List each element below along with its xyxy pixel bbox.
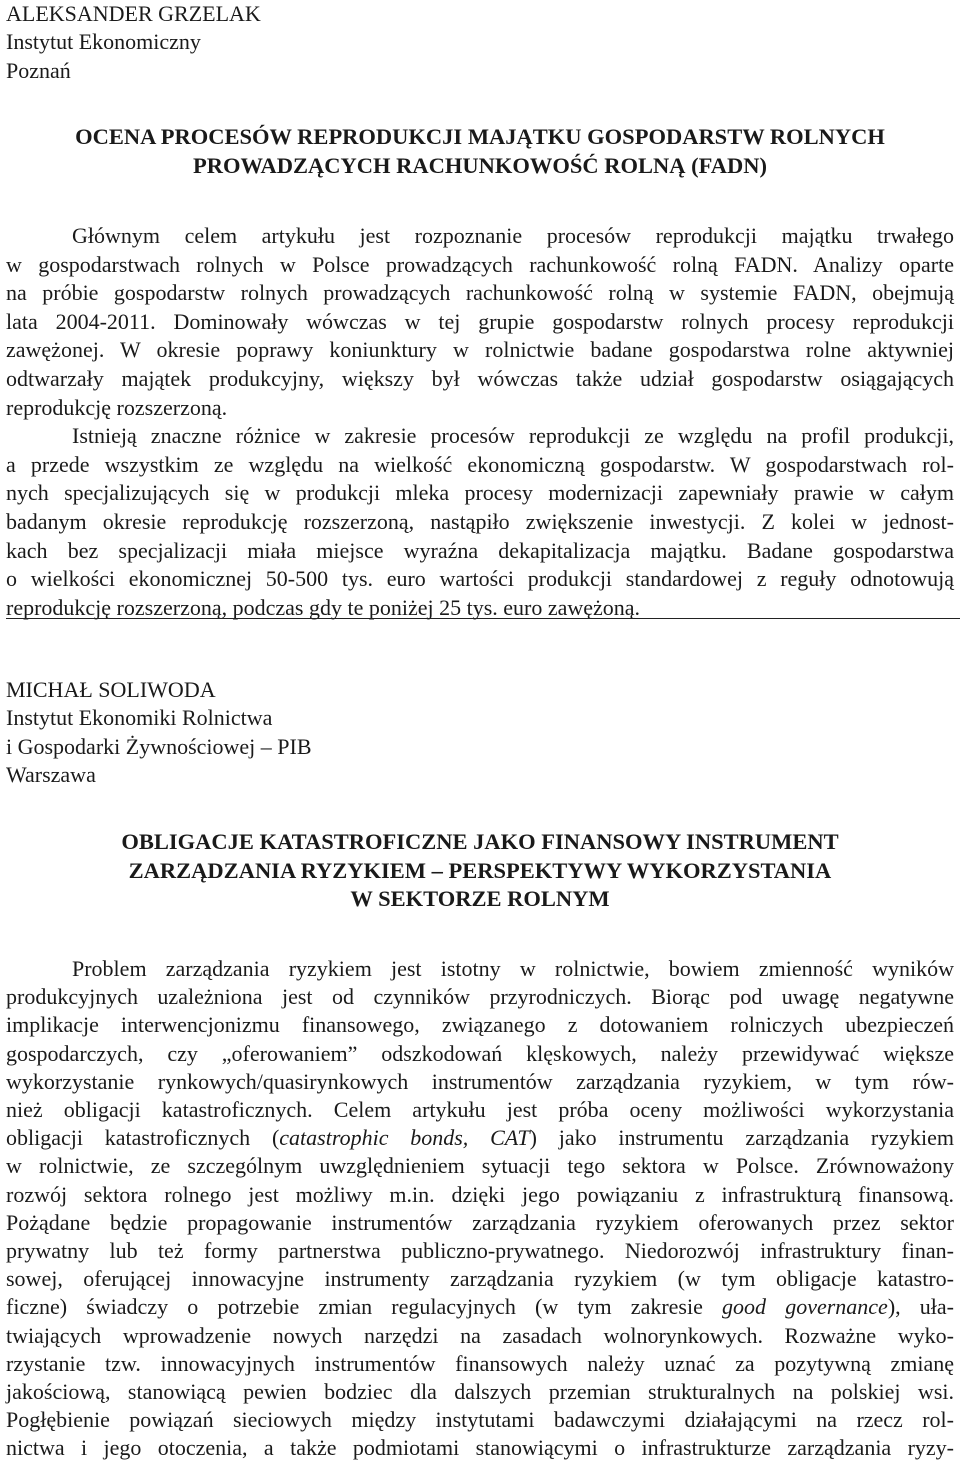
- abstract-line: w gospodarstwach rolnych w Polsce prowadzących rachunkowość rolną FADN. Analizy oparte: [6, 251, 954, 277]
- author-name: MICHAŁ SOLIWODA: [6, 677, 216, 702]
- article2-abstract: [6, 955, 954, 1463]
- title-line: W SEKTORZE ROLNYM: [350, 886, 610, 911]
- abstract-line: produkcyjnych uzależniona jest od czynników przyrodniczych. Biorąc pod uwagę negatywne: [6, 984, 954, 1010]
- abstract-line: Istnieją znaczne różnice w zakresie procesów reprodukcji ze względu na profil produkcji,: [72, 423, 954, 449]
- text-run: obligacji katastroficznych (: [6, 1125, 280, 1151]
- title-line: PROWADZĄCYCH RACHUNKOWOŚĆ ROLNĄ (FADN): [193, 152, 767, 178]
- abstract-line: prywatny lub też formy partnerstwa publiczno-prywatnego. Niedorozwój infrastruktury finan-: [6, 1238, 954, 1264]
- author-institute: i Gospodarki Żywnościowej – PIB: [6, 733, 312, 759]
- title-line: OBLIGACJE KATASTROFICZNE JAKO FINANSOWY INSTRUMENT: [121, 829, 839, 854]
- abstract-line: w rolnictwie, ze szczególnym uwzględnieniem sytuacji tego sektora w Polsce. Zrównoważony: [6, 1153, 954, 1179]
- text-run: ) jako instrumentu zarządzania ryzykiem: [529, 1125, 954, 1151]
- section-divider: [6, 618, 960, 619]
- abstract-line: o wielkości ekonomicznej 50-500 tys. euro wartości produkcji standardowej z reguły odnotowują: [6, 566, 954, 592]
- author-institute: Instytut Ekonomiczny: [6, 29, 201, 55]
- abstract-line: badanym okresie reprodukcję rozszerzoną, nastąpiło zwiększenie inwestycji. Z kolei w jednost-: [6, 508, 954, 534]
- article1-header: [6, 0, 954, 85]
- italic-term: good governance: [722, 1294, 888, 1320]
- author-institute: Instytut Ekonomiki Rolnictwa: [6, 705, 273, 731]
- abstract-line: nież obligacji katastroficznych. Celem artykułu jest próba oceny możliwości wykorzystania: [6, 1097, 954, 1123]
- article2-header: [6, 676, 954, 789]
- abstract-line: sowej, oferującej innowacyjne instrumenty zarządzania ryzykiem (w tym obligacje katastro-: [6, 1266, 954, 1292]
- abstract-line: [6, 1293, 954, 1321]
- abstract-line: [6, 1124, 954, 1152]
- abstract-line: gospodarczych, czy „oferowaniem” odszkodowań klęskowych, należy przewidywać większe: [6, 1040, 954, 1066]
- abstract-line: lata 2004-2011. Dominowały wówczas w tej grupie gospodarstw rolnych procesy reprodukcji: [6, 308, 954, 334]
- abstract-line: na próbie gospodarstw rolnych prowadzących rachunkowość rolną w systemie FADN, obejmują: [6, 280, 954, 306]
- abstract-line: jakościową, stanowiącą pewien bodziec dla dalszych przemian strukturalnych na polskiej wsi.: [6, 1379, 954, 1405]
- abstract-line: twiających wprowadzenie nowych narzędzi na zasadach wolnorynkowych. Rozważne wyko-: [6, 1322, 954, 1348]
- abstract-line: zawężonej. W okresie poprawy koniunktury w rolnictwie badane gospodarstwa rolne aktywniej: [6, 337, 954, 363]
- abstract-line: Problem zarządzania ryzykiem jest istotny w rolnictwie, bowiem zmienność wyników: [72, 956, 954, 981]
- article1-title: [6, 123, 954, 180]
- abstract-line: Pożądane będzie propagowanie instrumentów zarządzania ryzykiem oferowanych przez sektor: [6, 1209, 954, 1235]
- abstract-line: nictwa i jego otoczenia, a także podmiotami stanowiącymi o infrastrukturze zarządzania ryzy-: [6, 1435, 954, 1461]
- text-run: ficzne) świadczy o potrzebie zmian regulacyjnych (w tym zakresie: [6, 1294, 723, 1320]
- abstract-line: Głównym celem artykułu jest rozpoznanie procesów reprodukcji majątku trwałego: [72, 223, 954, 248]
- text-run: ), uła-: [887, 1294, 954, 1320]
- abstract-line: odtwarzały majątek produkcyjny, większy był wówczas także udział gospodarstw osiągających: [6, 365, 954, 391]
- abstract-line: wykorzystanie rynkowych/quasirynkowych instrumentów zarządzania ryzykiem, w tym rów-: [6, 1068, 954, 1094]
- author-name: ALEKSANDER GRZELAK: [6, 1, 261, 26]
- article2-title: [6, 828, 954, 914]
- author-city: Poznań: [6, 57, 71, 83]
- abstract-line: a przede wszystkim ze względu na wielkość ekonomiczną gospodarstw. W gospodarstwach rol-: [6, 451, 954, 477]
- abstract-line: reprodukcję rozszerzoną.: [6, 394, 228, 420]
- abstract-line: reprodukcję rozszerzoną, podczas gdy te poniżej 25 tys. euro zawężoną.: [6, 594, 641, 620]
- abstract-line: rozwój sektora rolnego jest możliwy m.in. dzięki jego powiązaniu z infrastrukturą finansową.: [6, 1181, 954, 1207]
- abstract-line: nych specjalizujących się w produkcji mleka procesy modernizacji zapewniały prawie w całym: [6, 480, 954, 506]
- title-line: OCENA PROCESÓW REPRODUKCJI MAJĄTKU GOSPODARSTW ROLNYCH: [75, 124, 885, 149]
- abstract-line: implikacje interwencjonizmu finansowego, związanego z dotowaniem rolniczych ubezpieczeń: [6, 1012, 954, 1038]
- abstract-line: Pogłębienie powiązań sieciowych między instytutami badawczymi działającymi na rzecz rol-: [6, 1407, 954, 1433]
- italic-term: catastrophic bonds, CAT: [279, 1125, 530, 1151]
- abstract-line: rzystanie tzw. innowacyjnych instrumentów finansowych należy uznać za pozytywną zmianę: [6, 1350, 954, 1376]
- author-city: Warszawa: [6, 761, 96, 787]
- article1-abstract: [6, 222, 954, 622]
- abstract-line: kach bez specjalizacji miała miejsce wyraźna dekapitalizacja majątku. Badane gospodarstwa: [6, 537, 954, 563]
- title-line: ZARZĄDZANIA RYZYKIEM – PERSPEKTYWY WYKORZYSTANIA: [128, 857, 832, 883]
